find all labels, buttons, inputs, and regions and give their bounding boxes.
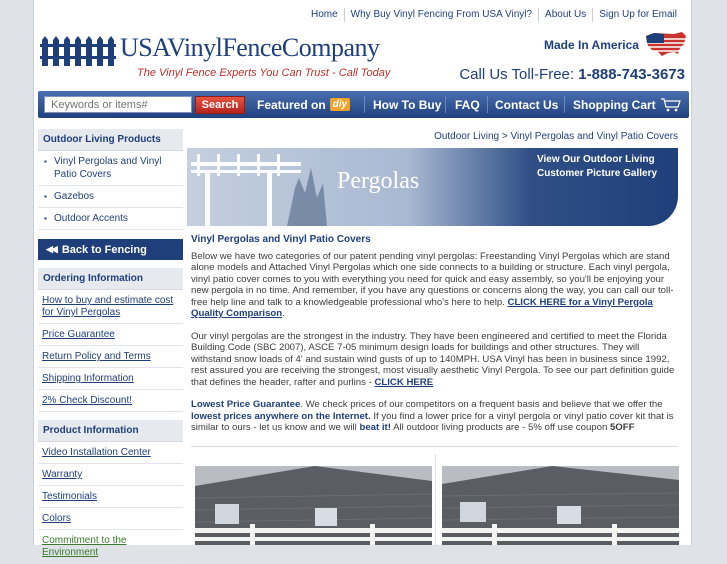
- tagline: The Vinyl Fence Experts You Can Trust - Call Today: [137, 67, 391, 79]
- sidebar-link-environment[interactable]: Commitment to the Environment: [38, 530, 183, 564]
- top-link-signup[interactable]: Sign Up for Email: [592, 8, 683, 22]
- sidebar-link-colors[interactable]: Colors: [38, 508, 183, 530]
- paragraph-2-text: Our vinyl pergolas are the strongest in the industry. They have been engineered and certified to meet the Florida Building Code (SBC 2007), ASCE 7-05 minimum design loads for buildings and other structures. They will withstand snow loads of 4' and sustain wind gusts of up to 140MPH. USA Vinyl has been in business since 1992, rest assured you are receiving the strongest, most visually aesthetic Vinyl Pergola. To see our part definition guide that defines the header, rafter and purlins -: [191, 330, 675, 388]
- beat-it-bold: beat it!: [359, 422, 391, 433]
- sidebar-link-how-to-buy[interactable]: How to buy and estimate cost for Vinyl Pergolas: [38, 290, 183, 324]
- content-paragraph-3: [191, 399, 681, 434]
- sidebar-item-outdoor-accents[interactable]: ▪ Outdoor Accents: [38, 208, 183, 230]
- logo-text[interactable]: USAVinylFenceCompany: [120, 33, 380, 62]
- top-link-why-buy[interactable]: Why Buy Vinyl Fencing From USA Vinyl?: [344, 8, 538, 22]
- content-divider: [191, 446, 678, 447]
- sidebar-link-shipping[interactable]: Shipping Information: [38, 368, 183, 390]
- nav-divider: [487, 96, 488, 113]
- lowest-prices-bold: lowest prices anywhere on the Internet.: [191, 410, 371, 422]
- price-guarantee-bold: Lowest Price Guarantee: [191, 399, 301, 410]
- gallery-link-line1: View Our Outdoor Living: [537, 154, 655, 165]
- sidebar-item-gazebos[interactable]: ▪ Gazebos: [38, 186, 183, 208]
- top-link-home[interactable]: Home: [310, 9, 338, 20]
- content-heading: Vinyl Pergolas and Vinyl Patio Covers: [191, 234, 371, 245]
- paragraph-3-text-2: If you find a lower price for a vinyl pergola or vinyl patio cover kit that is similar to ours - let us know and we will: [191, 410, 674, 433]
- content-paragraph-2: [191, 331, 681, 389]
- sidebar-link-testimonials[interactable]: Testimonials: [38, 486, 183, 508]
- nav-faq[interactable]: FAQ: [455, 97, 480, 112]
- nav-divider: [564, 96, 565, 113]
- customer-gallery-link[interactable]: [537, 153, 657, 181]
- nav-featured-on-diy[interactable]: [257, 91, 350, 118]
- sidebar-head-outdoor: Outdoor Living Products: [38, 129, 183, 151]
- coupon-code: 5OFF: [609, 422, 635, 433]
- sidebar-head-product: Product Information: [38, 420, 183, 442]
- usa-flag-map-icon: [644, 30, 688, 58]
- top-links: [305, 6, 683, 24]
- banner-title: Pergolas: [337, 168, 420, 194]
- toll-free-label: Call Us Toll-Free:: [459, 66, 579, 83]
- double-arrow-left-icon: ◀◀: [46, 244, 56, 254]
- nav-shopping-cart[interactable]: [573, 91, 682, 118]
- nav-divider: [445, 96, 446, 113]
- left-sidebar: [38, 129, 183, 564]
- nav-how-to-buy[interactable]: How To Buy: [373, 97, 442, 112]
- shopping-cart-icon: [660, 98, 682, 112]
- sidebar-link-video-installation[interactable]: Video Installation Center: [38, 442, 183, 464]
- sidebar-item-vinyl-pergolas[interactable]: ▪ Vinyl Pergolas and Vinyl Patio Covers: [38, 151, 183, 186]
- fence-logo-icon[interactable]: [40, 36, 116, 66]
- back-to-fencing-label: Back to Fencing: [61, 243, 147, 256]
- photo-column-divider: [435, 455, 436, 545]
- paragraph-3-text-3: All outdoor living products are - 5% off use coupon: [390, 422, 610, 433]
- nav-divider: [364, 96, 365, 113]
- top-link-about[interactable]: About Us: [538, 8, 592, 22]
- sidebar-link-price-guarantee[interactable]: Price Guarantee: [38, 324, 183, 346]
- made-in-america-label: Made In America: [544, 38, 639, 52]
- nav-featured-label: Featured on: [257, 97, 326, 112]
- sidebar-link-return-policy[interactable]: Return Policy and Terms: [38, 346, 183, 368]
- freestanding-pergola-photo[interactable]: [195, 466, 432, 545]
- content-paragraph-1: Below we have two categories of our patent pending vinyl pergolas: Freestanding Vinyl Pergolas which are stand alone models and Attached Vinyl Pergolas which one side connects to a building or structure. Each vinyl pergola, vinyl patio cover comes to you with everything you need for quick and easy assembly, so you'll be enjoying your new pergola in no time. And remember, if you have any questions or concerns along the way, you can call our toll-free help line and talk to a knowledgeable professional who's here to help. CLICK HERE for a Vinyl Pergola Quality Comparison.: [191, 250, 674, 319]
- search-input[interactable]: [44, 96, 192, 113]
- sidebar-link-warranty[interactable]: Warranty: [38, 464, 183, 486]
- attached-pergola-photo[interactable]: [442, 466, 679, 545]
- quality-comparison-link[interactable]: CLICK HERE for a Vinyl Pergola Quality Comparison: [191, 296, 653, 319]
- breadcrumb[interactable]: Outdoor Living > Vinyl Pergolas and Vinyl Patio Covers: [434, 131, 678, 142]
- gallery-link-line2: Customer Picture Gallery: [537, 168, 658, 179]
- diy-logo-icon: diy: [330, 98, 350, 111]
- pergola-illustration-icon: [187, 148, 327, 226]
- toll-free-number[interactable]: 1-888-743-3673: [578, 66, 685, 83]
- search-button[interactable]: Search: [195, 96, 245, 114]
- back-to-fencing-button[interactable]: [38, 239, 183, 260]
- page-container: [33, 0, 692, 558]
- main-content: [191, 234, 681, 445]
- part-definition-link[interactable]: CLICK HERE: [374, 376, 434, 388]
- pergola-photo-image: [195, 466, 432, 545]
- main-navbar: [38, 91, 689, 118]
- paragraph-1-text: Below we have two categories of our patent pending vinyl pergolas: Freestanding Vinyl Pergolas which are stand alone models and Attached Vinyl Pergolas which one side connects to a building or structure. Each vinyl pergola, vinyl patio cover comes to you with everything you need for quick and easy assembly, so you'll be enjoying your new pergola in no time. And remember, if you have any questions or concerns along the way, you can call our toll-free help line and talk to a knowledgeable professional who's here to help.: [191, 250, 674, 308]
- paragraph-3-text-1: . We check prices of our competitors on a frequent basis and believe that we offer the: [300, 399, 663, 410]
- pergola-photo-image: [442, 466, 679, 545]
- nav-shopping-cart-label: Shopping Cart: [573, 97, 656, 112]
- toll-free-phone[interactable]: [459, 66, 685, 83]
- pergolas-banner: [187, 148, 678, 226]
- sidebar-head-ordering: Ordering Information: [38, 268, 183, 290]
- sidebar-link-check-discount[interactable]: 2% Check Discount!: [38, 390, 183, 412]
- nav-contact-us[interactable]: Contact Us: [495, 97, 559, 112]
